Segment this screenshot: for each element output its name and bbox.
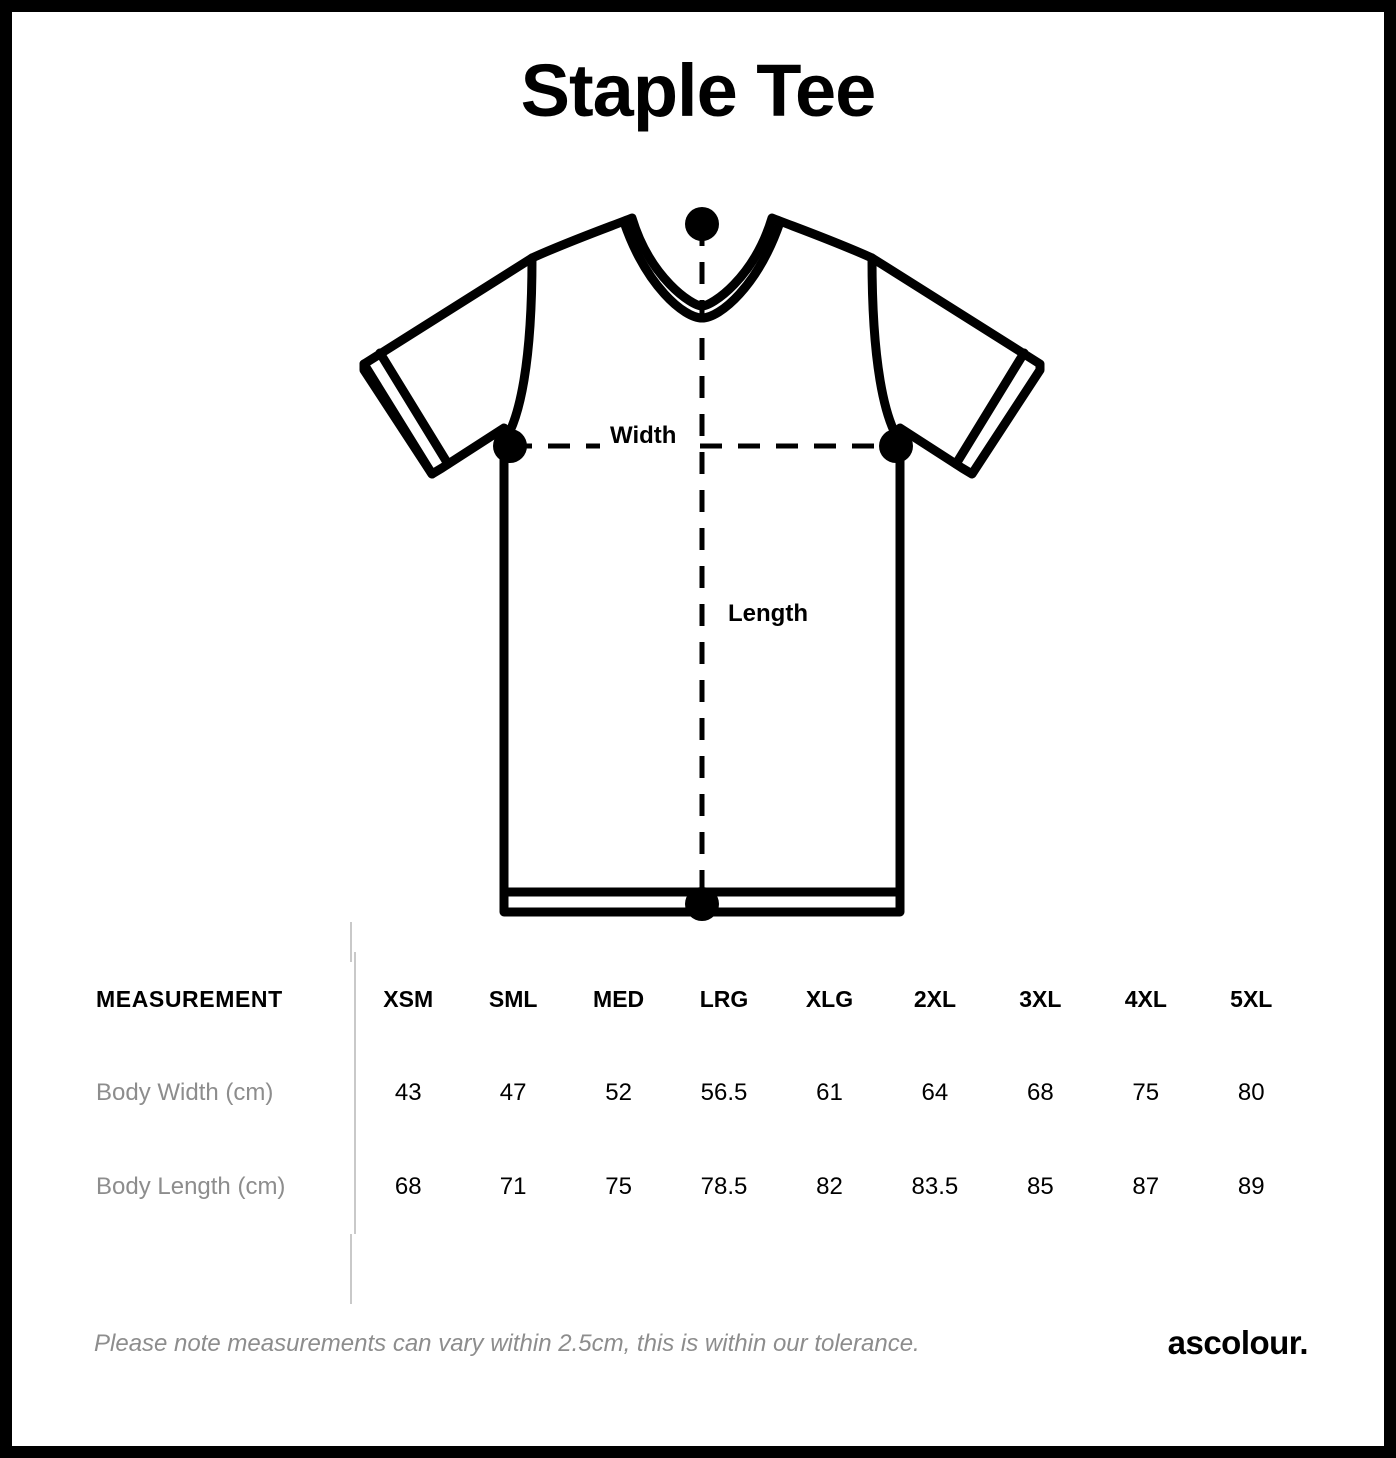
- page-title: Staple Tee: [520, 49, 876, 132]
- cell-length-3xl: 85: [1026, 1173, 1054, 1200]
- header-size-3xl: 3XL: [1019, 985, 1062, 1012]
- row-label-body-length: Body Length (cm): [92, 1140, 355, 1234]
- table-header-row: [92, 952, 1304, 1046]
- cell-length-5xl: 89: [1237, 1173, 1265, 1200]
- header-size-sml: SML: [488, 985, 538, 1012]
- width-label: Width: [600, 422, 686, 450]
- tolerance-note: Please note measurements can vary within 2.5cm, this is within our tolerance.: [94, 1330, 920, 1357]
- cell-length-2xl: 83.5: [911, 1173, 959, 1200]
- cell-width-sml: 47: [499, 1079, 527, 1106]
- table-row: [92, 1140, 1304, 1234]
- cell-width-lrg: 56.5: [700, 1079, 748, 1106]
- cell-length-med: 75: [605, 1173, 632, 1200]
- row-label-body-width: Body Width (cm): [92, 1046, 355, 1140]
- cell-width-med: 52: [605, 1079, 632, 1106]
- header-size-xsm: XSM: [383, 985, 434, 1012]
- header-measurement: MEASUREMENT: [92, 952, 355, 1046]
- cell-length-4xl: 87: [1132, 1173, 1160, 1200]
- page-inner: [12, 12, 1384, 1446]
- cell-width-2xl: 64: [921, 1079, 949, 1106]
- brand-logo: ascolour.: [1167, 1324, 1308, 1361]
- cell-length-xlg: 82: [816, 1173, 843, 1200]
- tshirt-svg: [12, 182, 1384, 942]
- length-label: Length: [718, 600, 818, 628]
- cell-length-xsm: 68: [394, 1173, 422, 1200]
- cell-length-lrg: 78.5: [700, 1173, 748, 1200]
- cell-width-xlg: 61: [816, 1079, 843, 1106]
- header-size-xlg: XLG: [805, 985, 854, 1012]
- header-size-4xl: 4XL: [1124, 985, 1167, 1012]
- cell-width-5xl: 80: [1237, 1079, 1265, 1106]
- measurement-table: [92, 952, 1304, 1234]
- header-size-lrg: LRG: [699, 985, 749, 1012]
- table-row: [92, 1046, 1304, 1140]
- header-size-med: MED: [593, 985, 645, 1012]
- header-size-5xl: 5XL: [1230, 985, 1273, 1012]
- header-size-2xl: 2XL: [913, 985, 956, 1012]
- measurement-table-wrap: [92, 952, 1304, 1234]
- column-divider-bottom: [350, 1234, 352, 1304]
- cell-length-sml: 71: [499, 1173, 527, 1200]
- cell-width-3xl: 68: [1026, 1079, 1054, 1106]
- cell-width-xsm: 43: [394, 1079, 422, 1106]
- tshirt-diagram: [12, 182, 1384, 942]
- cell-width-4xl: 75: [1132, 1079, 1160, 1106]
